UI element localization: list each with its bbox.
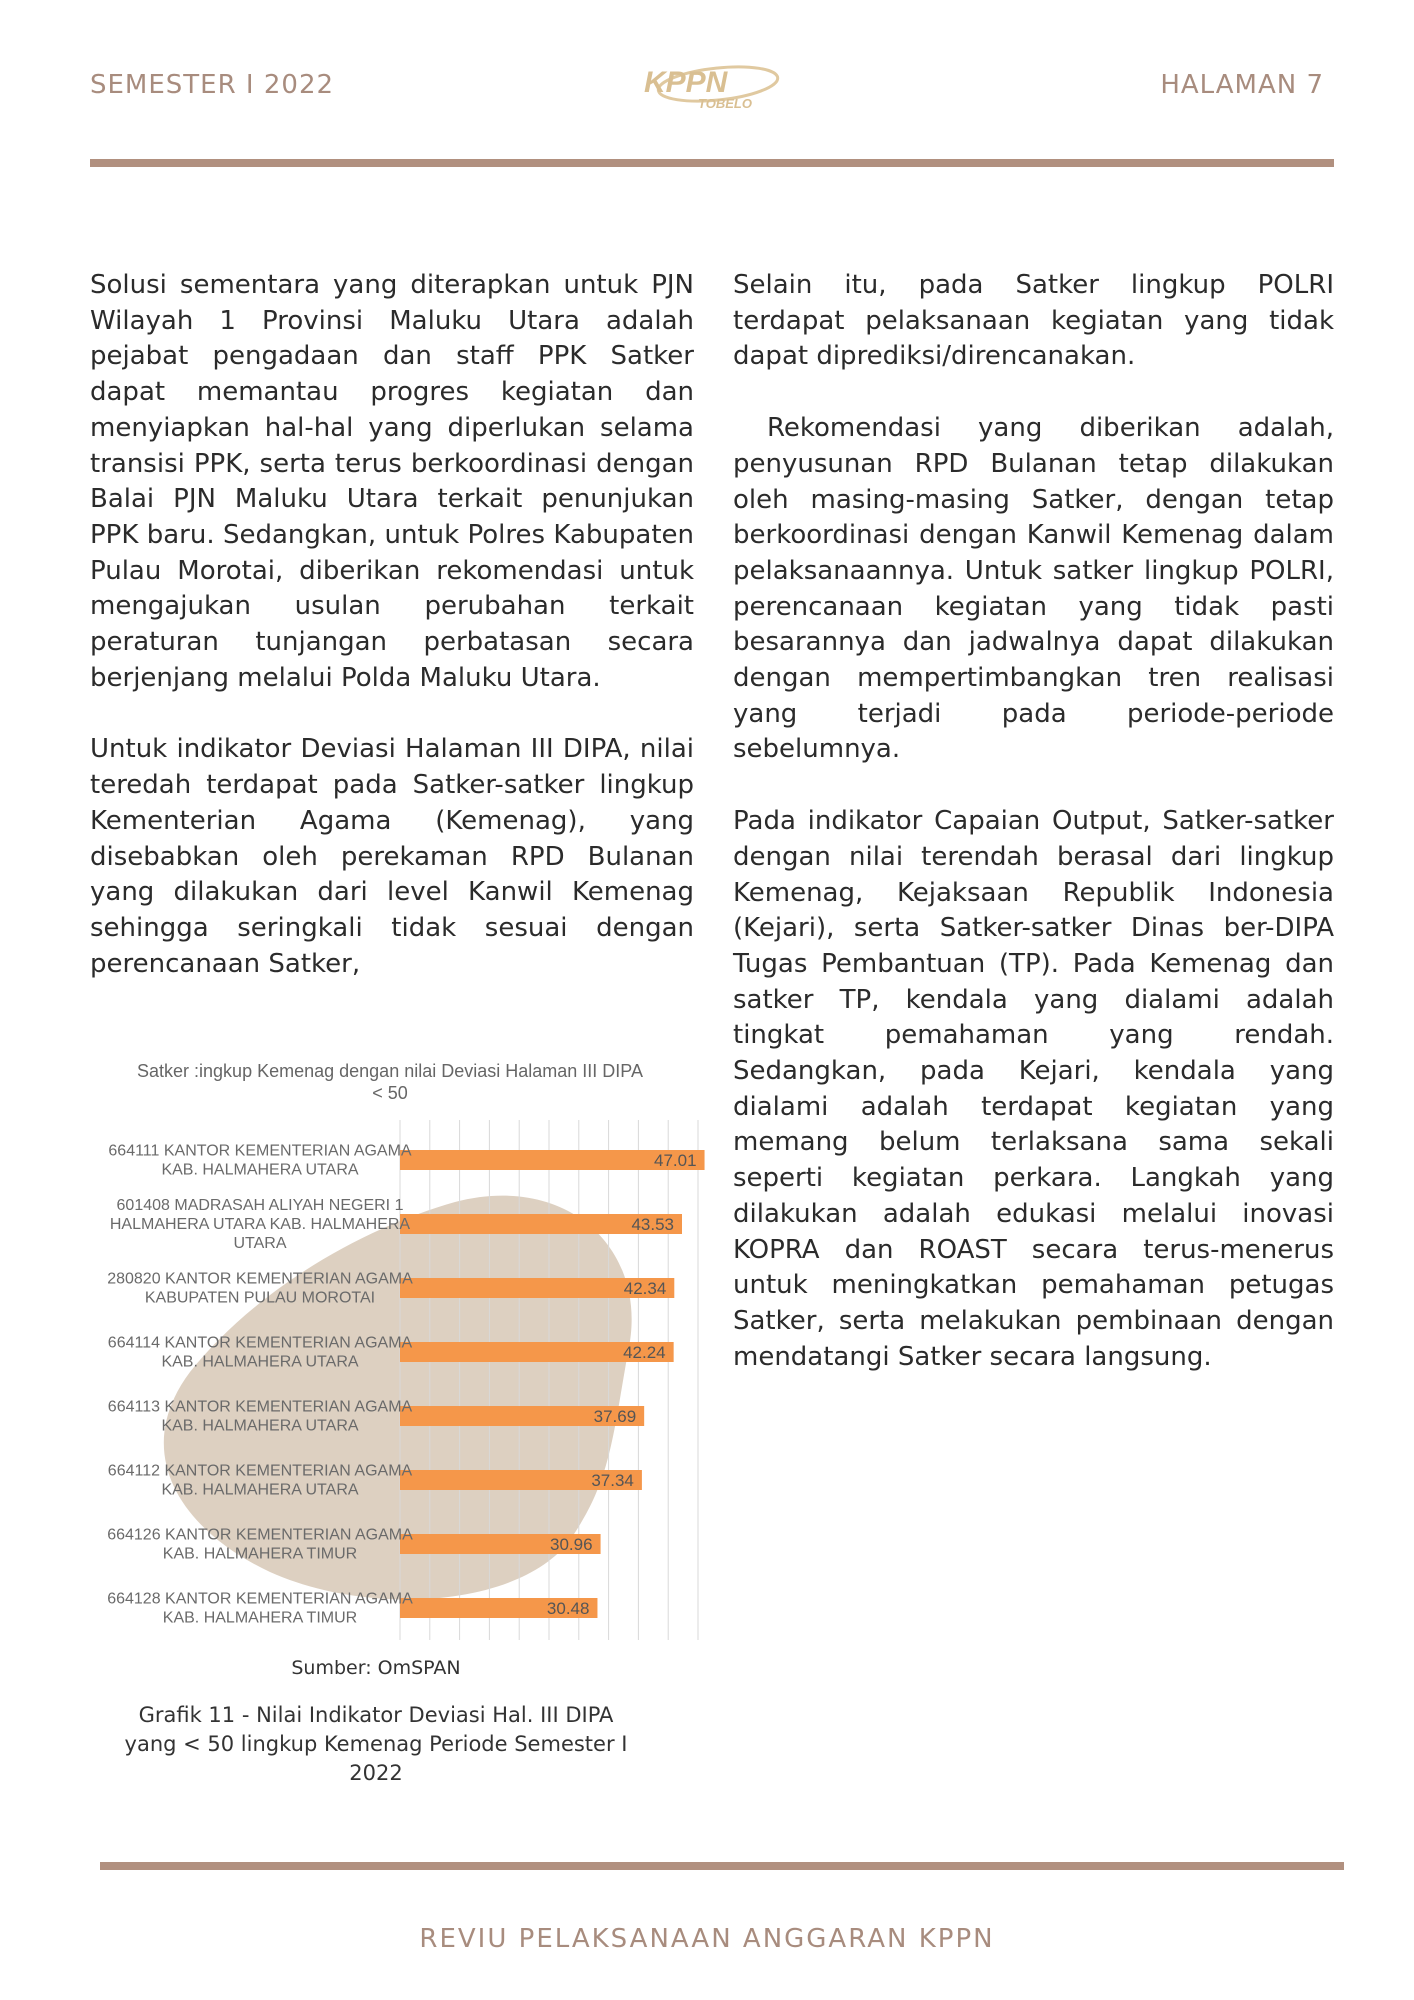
category-label: KAB. HALMAHERA UTARA <box>161 1161 359 1179</box>
paragraph: Untuk indikator Deviasi Halaman III DIPA, nilai teredah terdapat pada Satker-satker lingkup Kementerian Agama (Kemenag), yang disebabkan oleh perekaman RPD Bulanan yang dilakukan dari level Kanwil Kemenag sehingga seringkali tidak sesuai dengan perencanaan Satker, <box>90 734 694 979</box>
kppn-logo <box>638 62 782 112</box>
category-label: KAB. HALMAHERA TIMUR <box>162 1609 358 1627</box>
data-label: 42.34 <box>623 1279 667 1298</box>
category-label: 664126 KANTOR KEMENTERIAN AGAMA <box>107 1526 413 1544</box>
chart-caption: Grafik 11 - Nilai Indikator Deviasi Hal. III DIPA yang < 50 lingkup Kemenag Periode Semester I 2022 <box>124 1703 628 1785</box>
header-page-number: HALAMAN 7 <box>1160 70 1324 100</box>
category-label: 664114 KANTOR KEMENTERIAN AGAMA <box>107 1334 413 1352</box>
paragraph: Pada indikator Capaian Output, Satker-satker dengan nilai terendah berasal dari lingkup Kemenag, Kejaksaan Republik Indonesia (Kejari), serta Satker-satker Dinas ber-DIPA Tugas Pembantuan (TP). Pada Kemenag dan satker TP, kendala yang dialami adalah tingkat pemahaman yang rendah. Sedangkan, pada Kejari, kendala yang dialami adalah terdapat kegiatan yang memang belum terlaksana sama sekali seperti kegiatan perkara. Langkah yang dilakukan adalah edukasi melalui inovasi KOPRA dan ROAST secara terus-menerus untuk meningkatkan pemahaman petugas Satker, serta melakukan pembinaan dengan mendatangi Satker secara langsung. <box>733 806 1334 1372</box>
footer-title: REVIU PELAKSANAAN ANGGARAN KPPN <box>419 1924 995 1954</box>
category-label: KAB. HALMAHERA UTARA <box>161 1353 359 1371</box>
category-label: 601408 MADRASAH ALIYAH NEGERI 1 <box>116 1197 404 1214</box>
category-label: 664111 KANTOR KEMENTERIAN AGAMA <box>108 1142 412 1160</box>
logo-wordmark: KPPN <box>644 66 728 99</box>
logo-subtext: TOBELO <box>698 96 752 111</box>
right-text-column <box>733 268 1334 1375</box>
category-label: 280820 KANTOR KEMENTERIAN AGAMA <box>107 1270 413 1288</box>
chart-title: Satker :ingkup Kemenag dengan nilai Deviasi Halaman III DIPA < 50 <box>137 1061 643 1103</box>
left-text-column <box>90 268 694 982</box>
category-label: KAB. HALMAHERA UTARA <box>161 1417 359 1435</box>
data-label: 47.01 <box>653 1151 697 1170</box>
category-label: UTARA <box>233 1235 287 1252</box>
data-label: 43.53 <box>631 1215 674 1234</box>
paragraph: Selain itu, pada Satker lingkup POLRI terdapat pelaksanaan kegiatan yang tidak dapat diprediksi/direncanakan. <box>733 270 1334 372</box>
header-semester: SEMESTER I 2022 <box>90 70 335 100</box>
category-label: 664128 KANTOR KEMENTERIAN AGAMA <box>107 1590 413 1608</box>
category-label: 664113 KANTOR KEMENTERIAN AGAMA <box>107 1398 413 1416</box>
footer-divider <box>100 1862 1344 1870</box>
paragraph: Rekomendasi yang diberikan adalah, penyusunan RPD Bulanan tetap dilakukan oleh masing-masing Satker, dengan tetap berkoordinasi dengan Kanwil Kemenag dalam pelaksanaannya. Untuk satker lingkup POLRI, perencanaan kegiatan yang tidak pasti besarannya dan jadwalnya dapat dilakukan dengan mempertimbangkan tren realisasi yang terjadi pada periode-periode sebelumnya. <box>733 413 1334 765</box>
data-label: 42.24 <box>623 1343 666 1362</box>
paragraph: Solusi sementara yang diterapkan untuk PJN Wilayah 1 Provinsi Maluku Utara adalah pejabat pengadaan dan staff PPK Satker dapat memantau progres kegiatan dan menyiapkan hal-hal yang diperlukan selama transisi PPK, serta terus berkoordinasi dengan Balai PJN Maluku Utara terkait penunjukan PPK baru. Sedangkan, untuk Polres Kabupaten Pulau Morotai, diberikan rekomendasi untuk mengajukan usulan perubahan terkait peraturan tunjangan perbatasan secara berjenjang melalui Polda Maluku Utara. <box>90 270 694 693</box>
category-label: KAB. HALMAHERA TIMUR <box>162 1545 358 1563</box>
category-label: KABUPATEN PULAU MOROTAI <box>144 1289 376 1307</box>
data-label: 30.48 <box>546 1599 590 1618</box>
data-label: 37.34 <box>591 1471 634 1490</box>
data-label: 30.96 <box>550 1535 593 1554</box>
chart-canvas <box>50 1052 710 1652</box>
category-label: 664112 KANTOR KEMENTERIAN AGAMA <box>107 1462 413 1480</box>
data-label: 37.69 <box>593 1407 637 1426</box>
header-divider <box>90 159 1334 167</box>
chart-source: Sumber: OmSPAN <box>291 1657 461 1679</box>
category-label: HALMAHERA UTARA KAB. HALMAHERA <box>109 1216 411 1233</box>
category-label: KAB. HALMAHERA UTARA <box>161 1481 359 1499</box>
deviasi-bar-chart <box>50 1052 710 1652</box>
